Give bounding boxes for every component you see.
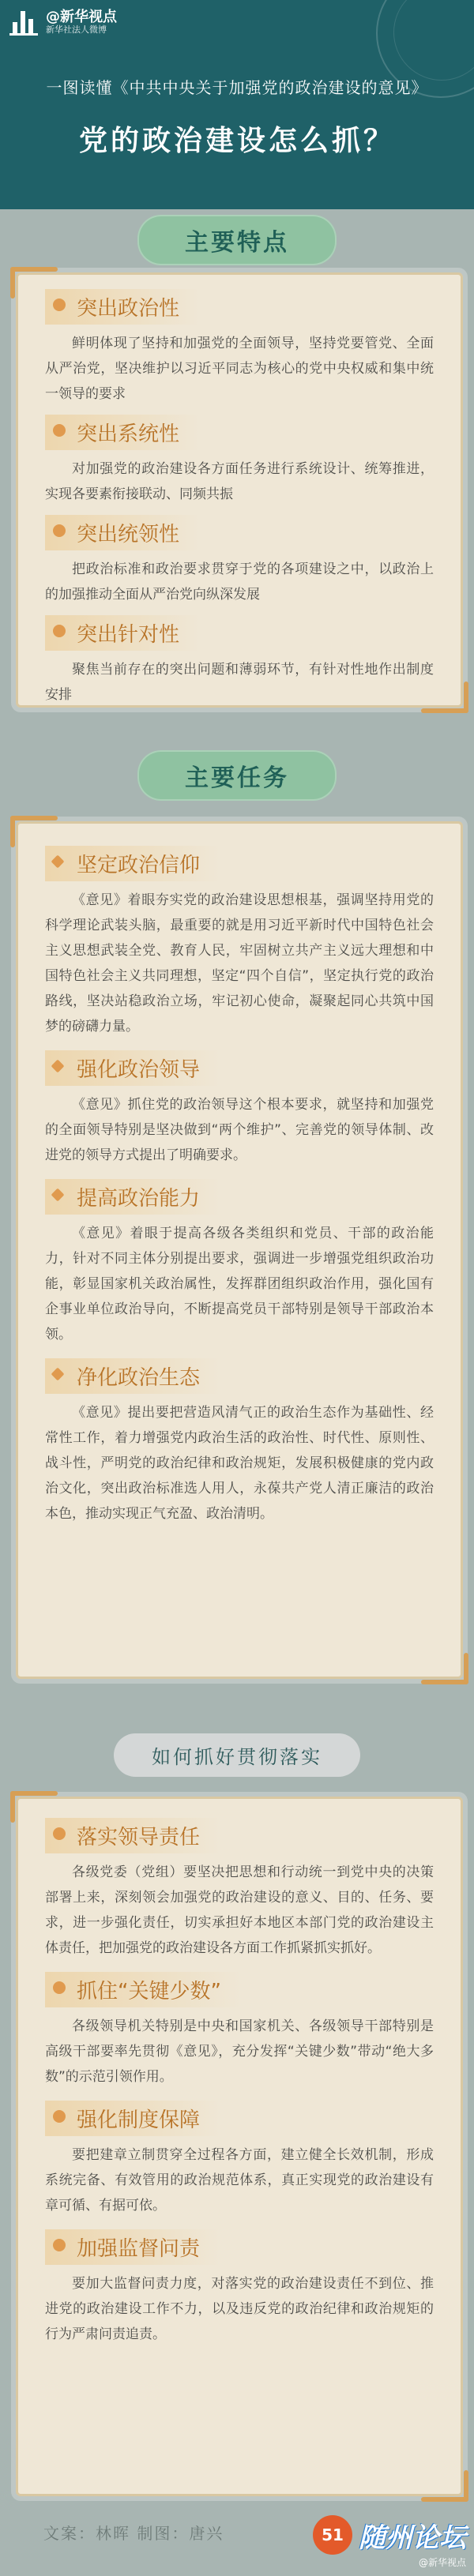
bullet-icon: [51, 1060, 65, 1073]
item-title: 落实领导责任: [77, 1826, 201, 1849]
section1-item: [18, 615, 461, 708]
forum-logo-icon: 51: [313, 2515, 352, 2555]
bullet-icon: [53, 1827, 66, 1840]
footer: [0, 2503, 474, 2576]
item-title: 提高政治能力: [77, 1187, 201, 1211]
section2-item: [18, 1050, 461, 1168]
item-title: 加强监督问责: [77, 2237, 201, 2261]
xinhua-logo-icon: [9, 8, 40, 36]
item-text: 要加大监督问责力度，对落实党的政治建设责任不到位、推进党的政治建设工作不力，以及违反党的政治纪律和政治规矩的行为严肃问责追责。: [45, 2276, 434, 2342]
section3-heading: 如何抓好贯彻落实: [114, 1733, 360, 1777]
bullet-icon: [51, 1188, 65, 1202]
item-title: 抓住“关键少数”: [77, 1980, 221, 2003]
item-title: 净化政治生态: [77, 1366, 201, 1390]
section2-item: [18, 1179, 461, 1347]
bullet-icon: [53, 424, 66, 437]
item-title: 强化政治领导: [77, 1058, 201, 1082]
section1-heading: 主要特点: [137, 215, 337, 265]
item-text: 对加强党的政治建设各方面任务进行系统设计、统筹推进，实现各要素衔接联动、同频共振: [45, 461, 434, 502]
item-text: 鲜明体现了坚持和加强党的全面领导，坚持党要管党、全面从严治党，坚决维护以习近平同志为核心的党中央权威和集中统一领导的要求: [45, 336, 434, 402]
item-text: 《意见》抓住党的政治领导这个根本要求，就坚持和加强党的全面领导特别是坚决做到“两个维护”、完善党的领导体制、改进党的领导方式提出了明确要求。: [45, 1097, 434, 1163]
item-title: 突出针对性: [77, 623, 180, 647]
item-text: 把政治标准和政治要求贯穿于党的各项建设之中，以政治上的加强推动全面从严治党向纵深发展: [45, 561, 434, 603]
item-text: 《意见》着眼夯实党的政治建设思想根基，强调坚持用党的科学理论武装头脑，最重要的就是用习近平新时代中国特色社会主义思想武装全党、教育人民，牢固树立共产主义远大理想和中国特色社会主义共同理想，坚定“四个自信”，坚定执行党的政治路线，坚决站稳政治立场，牢记初心使命，凝聚起同心共筑中国梦的磅礴力量。: [45, 892, 434, 1035]
page-title: 党的政治建设怎么抓？: [78, 125, 395, 157]
section2-item: [18, 1358, 461, 1526]
section1-panel: [16, 272, 463, 708]
item-text: 要把建章立制贯穿全过程各方面，建立健全长效机制，形成系统完备、有效管用的政治规范体系，真正实现党的政治建设有章可循、有据可依。: [45, 2147, 434, 2214]
item-text: 各级党委（党组）要坚决把思想和行动统一到党中央的决策部署上来，深刻领会加强党的政治建设的意义、目的、任务、要求，进一步强化责任，切实承担好本地区本部门党的政治建设主体责任，把加强党的政治建设各方面工作抓紧抓实抓好。: [45, 1864, 434, 1956]
logo-subtitle: 新华社法人微博: [46, 24, 107, 35]
item-title: 突出政治性: [77, 297, 180, 321]
logo-title: @新华视点: [46, 9, 117, 26]
bullet-icon: [53, 524, 66, 537]
bullet-icon: [53, 1981, 66, 1994]
section1-item: [18, 515, 461, 607]
section3-heading-wrap: [0, 1733, 474, 1777]
section2-heading: 主要任务: [137, 750, 337, 801]
item-text: 《意见》提出要把营造风清气正的政治生态作为基础性、经常性工作，着力增强党内政治生活的政治性、时代性、原则性、战斗性，严明党的政治纪律和政治规矩，发展积极健康的党内政治文化，突出政治标准选人用人，永葆共产党人清正廉洁的政治本色，推动实现正气充盈、政治清明。: [45, 1405, 434, 1522]
section3-item: [18, 2229, 461, 2347]
section2-panel: [16, 821, 463, 1679]
item-title: 强化制度保障: [77, 2108, 201, 2132]
bullet-icon: [53, 625, 66, 637]
bullet-icon: [53, 2239, 66, 2251]
section3-item: [18, 1818, 461, 1961]
section2-heading-wrap: [0, 750, 474, 801]
bullet-icon: [51, 1368, 65, 1381]
section1-item: [18, 289, 461, 407]
credit-text: 文案：林晖 制图：唐兴: [43, 2524, 224, 2543]
page-subtitle: 一图读懂《中共中央关于加强党的政治建设的意见》: [46, 78, 428, 97]
item-text: 聚焦当前存在的突出问题和薄弱环节，有针对性地作出制度安排: [45, 662, 434, 703]
section2-item: [18, 846, 461, 1039]
item-text: 各级领导机关特别是中央和国家机关、各级领导干部特别是高级干部要率先贯彻《意见》，充分发挥“关键少数”带动“绝大多数”的示范引领作用。: [45, 2018, 434, 2085]
bullet-icon: [51, 855, 65, 869]
bullet-icon: [53, 2110, 66, 2123]
logo: [9, 8, 117, 36]
section3-panel: [16, 1797, 463, 2496]
item-title: 突出统领性: [77, 523, 180, 546]
item-text: 《意见》着眼于提高各级各类组织和党员、干部的政治能力，针对不同主体分别提出要求，强调进一步增强党组织政治功能，彰显国家机关政治属性，发挥群团组织政治作用，强化国有企事业单位政治导向，不断提高党员干部特别是领导干部政治本领。: [45, 1226, 434, 1342]
section3-item: [18, 2101, 461, 2218]
item-title: 突出系统性: [77, 422, 180, 446]
section1-heading-wrap: [0, 215, 474, 265]
header: [0, 0, 474, 209]
item-title: 坚定政治信仰: [77, 854, 201, 877]
watermark-sub: @新华视点: [418, 2557, 466, 2568]
section3-item: [18, 1972, 461, 2090]
section1-item: [18, 415, 461, 507]
watermark: [313, 2515, 466, 2555]
bullet-icon: [53, 299, 66, 311]
watermark-text: 随州论坛: [359, 2522, 466, 2554]
